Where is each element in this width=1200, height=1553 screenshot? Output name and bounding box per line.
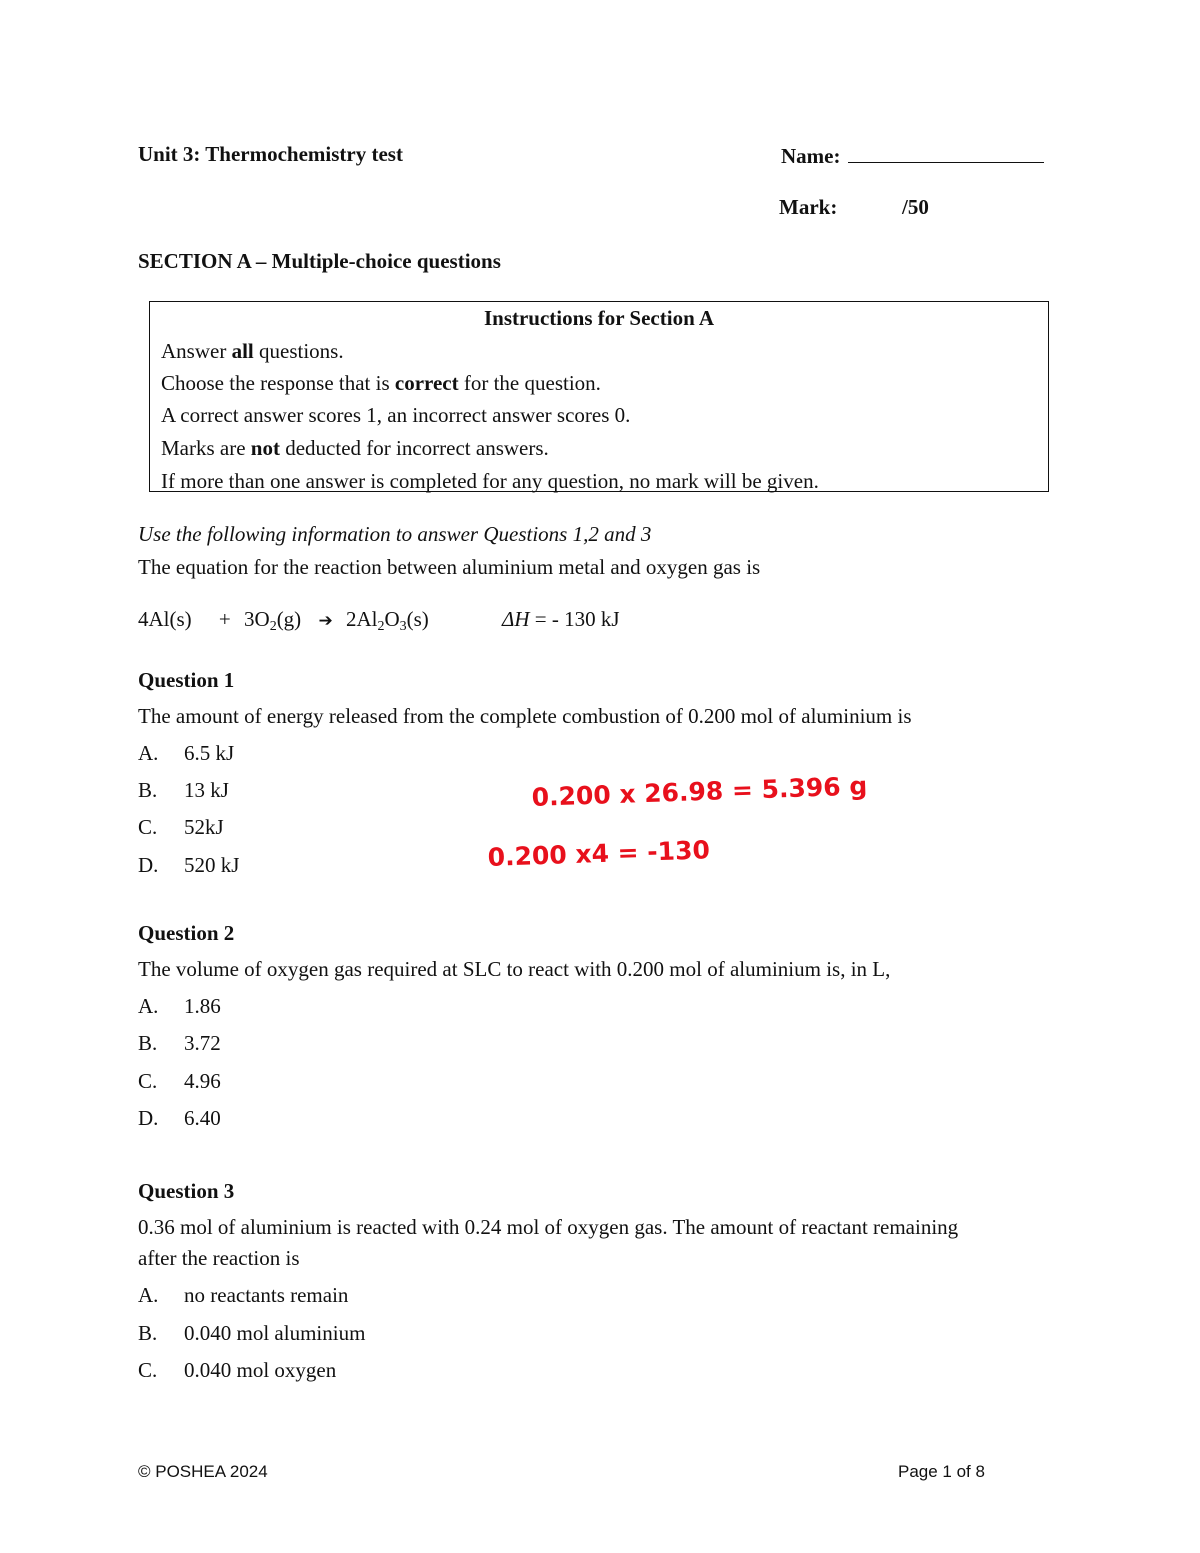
instructions-title: Instructions for Section A [483,306,715,330]
question-2-option-a[interactable]: A. 1.86 [138,994,221,1018]
question-3-option-b[interactable]: B. 0.040 mol aluminium [138,1321,366,1345]
footer-page-number: Page 1 of 8 [898,1462,985,1481]
eq-product: $2Al_2O_3(s)$ [345,607,429,634]
question-3-title: Question 3 [138,1179,235,1203]
footer-copyright: © POSHEA 2024 [138,1462,268,1481]
name-label: Name: [781,144,841,168]
instruction-line-2: Choose the response that is correct for the question. [161,371,601,395]
mark-total: /50 [902,195,929,219]
eq-enthalpy: ΔH = - 130 kJ [502,607,620,631]
question-1-option-c[interactable]: C. 52kJ [138,815,224,839]
question-3-option-c[interactable]: C. 0.040 mol oxygen [138,1358,337,1382]
arrow-icon: ➔ [318,611,333,631]
question-3-text-line-2: after the reaction is [138,1246,300,1270]
question-1-option-a[interactable]: A. 6.5 kJ [138,741,235,765]
info-intro: Use the following information to answer Questions 1,2 and 3 [138,522,652,546]
question-2-option-c[interactable]: C. 4.96 [138,1069,221,1093]
question-1-text: The amount of energy released from the complete combustion of 0.200 mol of aluminium is [138,704,912,728]
handwriting-line-2: 0.200 x4 = -130 [487,835,711,872]
info-equation-text: The equation for the reaction between aluminium metal and oxygen gas is [138,555,761,579]
instruction-line-5: If more than one answer is completed for any question, no mark will be given. [161,469,819,493]
instruction-line-4: Marks are not deducted for incorrect answers. [161,436,549,460]
eq-plus: + [218,607,231,631]
question-3-option-a[interactable]: A. no reactants remain [138,1283,349,1307]
question-3-text-line-1: 0.36 mol of aluminium is reacted with 0.24 mol of oxygen gas. The amount of reactant remaining [138,1215,959,1239]
instruction-line-3: A correct answer scores 1, an incorrect answer scores 0. [161,403,631,427]
question-1-option-d[interactable]: D. 520 kJ [138,853,240,877]
test-title: Unit 3: Thermochemistry test [138,142,403,166]
question-2-option-b[interactable]: B. 3.72 [138,1031,221,1055]
question-2-title: Question 2 [138,921,235,945]
question-2-text: The volume of oxygen gas required at SLC to react with 0.200 mol of aluminium is, in L, [138,957,891,981]
mark-label: Mark: [779,195,838,219]
eq-reactant-o2: $3O_2(g)$ [244,607,302,634]
question-2-option-d[interactable]: D. 6.40 [138,1106,221,1130]
section-a-heading: SECTION A – Multiple-choice questions [138,249,501,273]
eq-reactant-al: 4Al(s) [138,607,192,631]
instruction-line-1: Answer all questions. [161,339,344,363]
question-1-option-b[interactable]: B. 13 kJ [138,778,229,802]
question-1-title: Question 1 [138,668,235,692]
handwriting-line-1: 0.200 x 26.98 = 5.396 g [531,771,868,812]
